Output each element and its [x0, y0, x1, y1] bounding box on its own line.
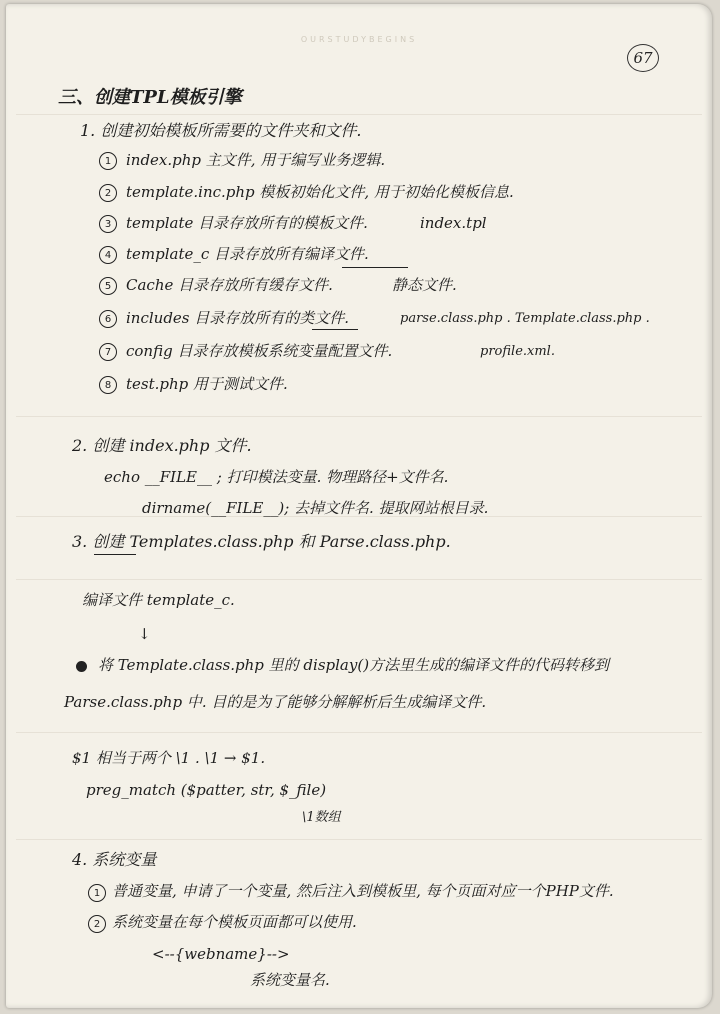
system-variable-note: 系统变量名.: [250, 971, 330, 989]
section1-item: test.php 用于测试文件.: [126, 375, 288, 393]
section1-title: 1. 创建初始模板所需要的文件夹和文件.: [80, 121, 362, 140]
page-heading: 三、创建TPL模板引擎: [58, 87, 242, 108]
section3-title: 3. 创建 Templates.class.php 和 Parse.class.php.: [72, 532, 451, 551]
section1-item-note: index.tpl: [420, 214, 487, 232]
regex-code: preg_match ($patter, str, $_file): [86, 781, 327, 799]
ruled-line: [16, 839, 702, 840]
regex-note: $1 相当于两个 \1 . \1 → $1.: [72, 749, 266, 767]
section1-item: Cache 目录存放所有缓存文件.: [126, 276, 333, 294]
section1-item-note: 静态文件.: [392, 276, 457, 294]
underline-mark: [312, 329, 358, 330]
item-number-circle: 2: [88, 915, 106, 933]
section3-bullet-line: 将 Template.class.php 里的 display()方法里生成的编译文件的代码转移到: [98, 656, 610, 674]
down-arrow: ↓: [138, 625, 151, 643]
section1-item-note: profile.xml.: [480, 344, 555, 359]
ruled-line: [16, 579, 702, 580]
notebook-page: [6, 4, 712, 1008]
item-number-circle: 7: [99, 343, 117, 361]
ruled-line: [16, 416, 702, 417]
item-number-circle: 8: [99, 376, 117, 394]
regex-annotation: \1数组: [302, 810, 341, 825]
item-number-circle: 1: [88, 884, 106, 902]
ruled-line: [16, 114, 702, 115]
section3-label: 编译文件 template_c.: [82, 591, 235, 609]
section2-line: echo __FILE__ ; 打印模法变量. 物理路径+文件名.: [104, 468, 449, 486]
section1-item: template 目录存放所有的模板文件.: [126, 214, 368, 232]
item-number-circle: 3: [99, 215, 117, 233]
section1-item: includes 目录存放所有的类文件.: [126, 309, 350, 327]
bullet-dot: [76, 661, 87, 672]
item-number-circle: 2: [99, 184, 117, 202]
section2-line: dirname(__FILE__); 去掉文件名. 提取网站根目录.: [142, 499, 489, 517]
section1-item: template.inc.php 模板初始化文件, 用于初始化模板信息.: [126, 183, 514, 201]
section4-item: 普通变量, 申请了一个变量, 然后注入到模板里, 每个页面对应一个PHP文件.: [112, 882, 614, 900]
section4-item: 系统变量在每个模板页面都可以使用.: [112, 913, 357, 931]
section1-item-note: parse.class.php . Template.class.php .: [400, 311, 650, 326]
section3-bullet-line: Parse.class.php 中. 目的是为了能够分解解析后生成编译文件.: [64, 693, 487, 711]
underline-mark: [342, 267, 408, 268]
page-watermark: OURSTUDYBEGINS: [300, 35, 418, 44]
system-variable-code: <--{webname}-->: [152, 945, 290, 963]
section1-item: config 目录存放模板系统变量配置文件.: [126, 342, 393, 360]
page-number: 67: [627, 44, 659, 72]
section2-title: 2. 创建 index.php 文件.: [72, 436, 252, 455]
ruled-line: [16, 732, 702, 733]
underline-mark: [94, 554, 136, 555]
section4-title: 4. 系统变量: [72, 850, 157, 869]
item-number-circle: 4: [99, 246, 117, 264]
section1-item: template_c 目录存放所有编译文件.: [126, 245, 369, 263]
item-number-circle: 1: [99, 152, 117, 170]
item-number-circle: 6: [99, 310, 117, 328]
section1-item: index.php 主文件, 用于编写业务逻辑.: [126, 151, 386, 169]
item-number-circle: 5: [99, 277, 117, 295]
